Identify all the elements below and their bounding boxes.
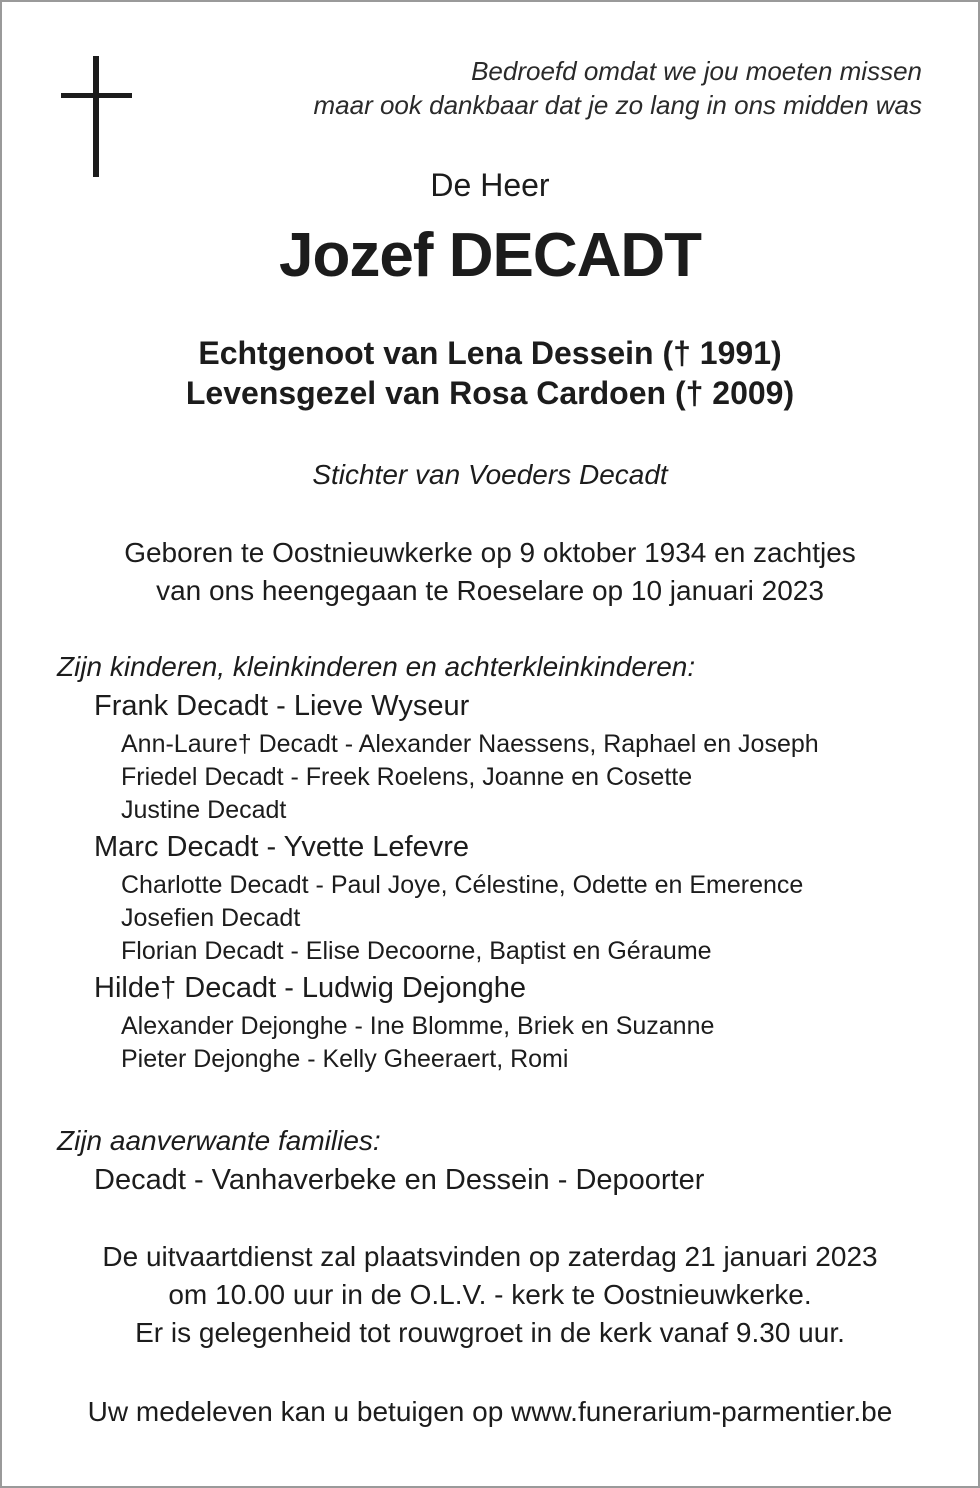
honorific: De Heer [430,167,550,203]
motto [314,54,922,122]
motto-line: maar ook dankbaar dat je zo lang in ons midden was [313,90,922,120]
grandchild: Ann-Laure† Decadt - Alexander Naessens, Raphael en Joseph [121,730,819,758]
child-name: Hilde† Decadt - Ludwig Dejonghe [94,972,527,1004]
funeral-line: om 10.00 uur in de O.L.V. - kerk te Oostnieuwkerke. [168,1279,812,1310]
child-name: Marc Decadt - Yvette Lefevre [94,831,470,863]
grandchild: Justine Decadt [121,796,287,824]
grandchild: Florian Decadt - Elise Decoorne, Baptist en Géraume [121,937,712,965]
deceased-name: Jozef DECADT [278,221,702,290]
child-entry [94,688,819,827]
grandchild: Pieter Dejonghe - Kelly Gheeraert, Romi [121,1045,569,1073]
child-entry [94,829,819,968]
grandchild: Friedel Decadt - Freek Roelens, Joanne en Cosette [121,763,693,791]
children-list [94,688,819,1078]
child-name: Frank Decadt - Lieve Wyseur [94,690,470,722]
founder-line: Stichter van Voeders Decadt [312,459,668,490]
death-line: van ons heengegaan te Roeselare op 10 januari 2023 [156,575,824,606]
condolences-line: Uw medeleven kan u betuigen op www.funerarium-parmentier.be [87,1396,893,1427]
grandchild: Charlotte Decadt - Paul Joye, Célestine, Odette en Emerence [121,871,804,899]
spouse-info [0,333,980,413]
motto-line: Bedroefd omdat we jou moeten missen [471,56,922,86]
funeral-info [0,1238,980,1352]
funeral-line: Er is gelegenheid tot rouwgroet in de kerk vanaf 9.30 uur. [135,1317,845,1348]
funeral-line: De uitvaartdienst zal plaatsvinden op zaterdag 21 januari 2023 [102,1241,878,1272]
families-list: Decadt - Vanhaverbeke en Dessein - Depoorter [94,1164,705,1196]
children-heading: Zijn kinderen, kleinkinderen en achterkleinkinderen: [57,651,696,682]
grandchild: Josefien Decadt [121,904,301,932]
birth-death-info [0,534,980,610]
spouse-line: Echtgenoot van Lena Dessein († 1991) [198,335,782,371]
birth-line: Geboren te Oostnieuwkerke op 9 oktober 1934 en zachtjes [124,537,856,568]
families-heading: Zijn aanverwante families: [57,1125,381,1156]
grandchild: Alexander Dejonghe - Ine Blomme, Briek en Suzanne [121,1012,715,1040]
child-entry [94,970,819,1076]
spouse-line: Levensgezel van Rosa Cardoen († 2009) [185,375,795,411]
